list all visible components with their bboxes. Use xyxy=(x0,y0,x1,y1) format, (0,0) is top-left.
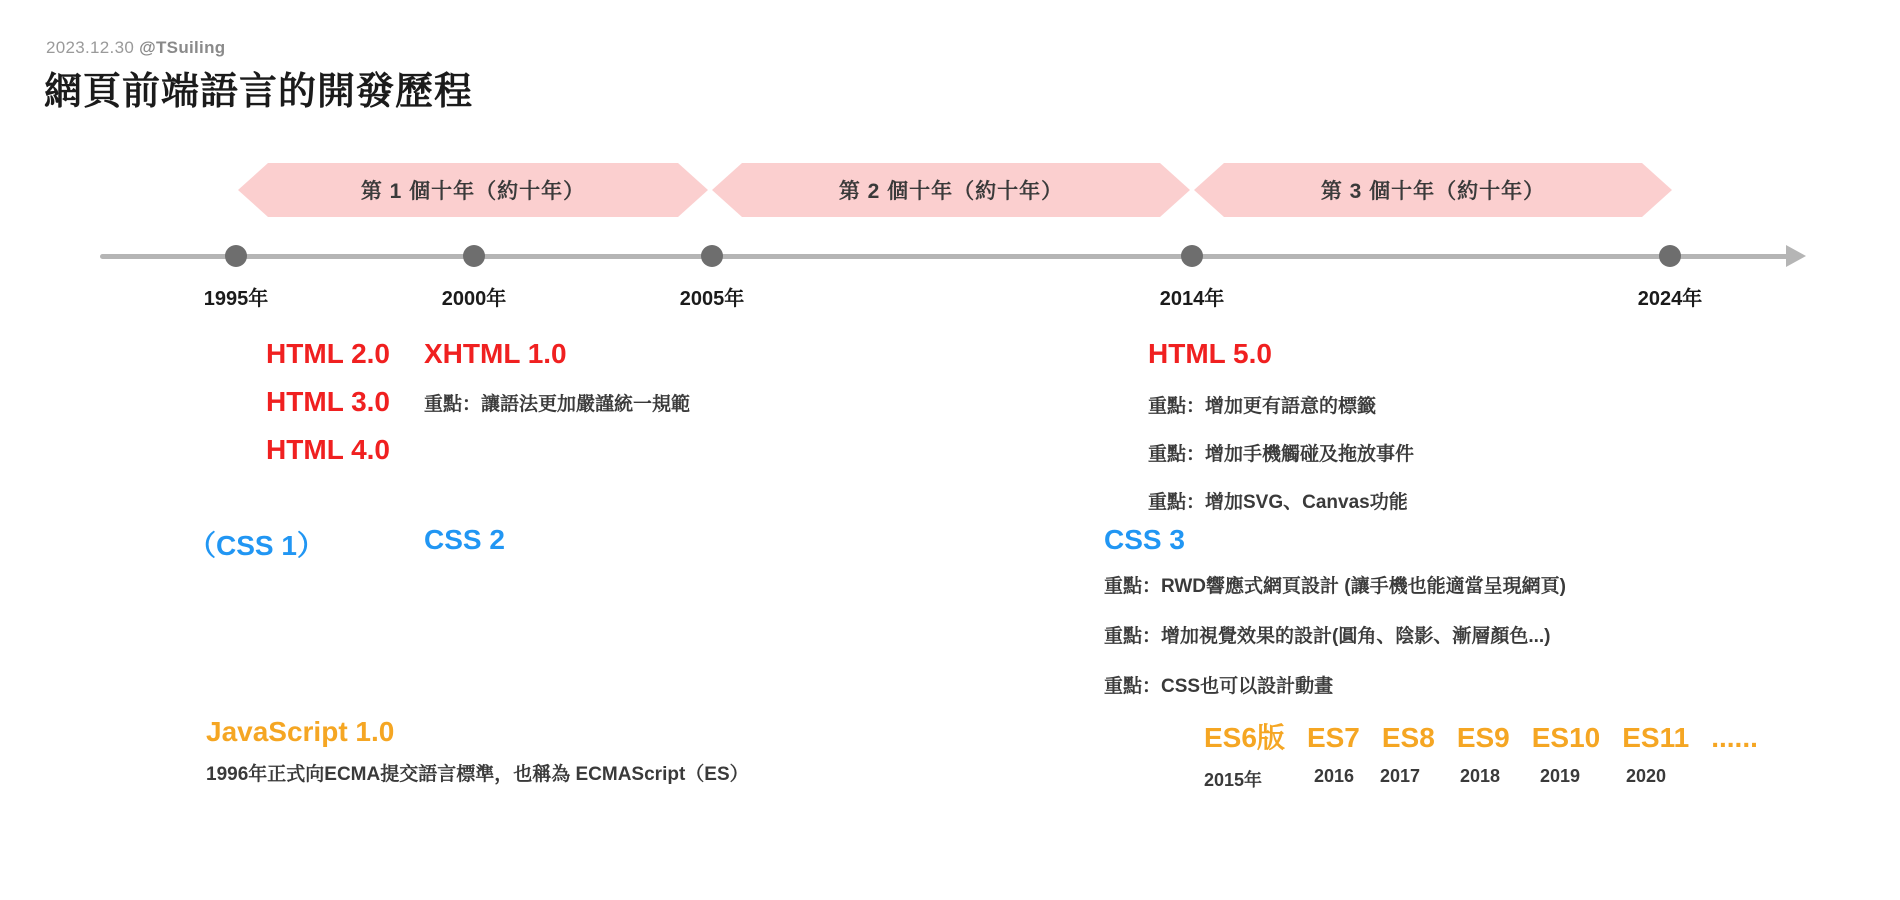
ecmascript-version-row xyxy=(1204,716,1780,756)
es-year-2015: 2015年 xyxy=(1204,770,1263,790)
timeline-label-2000: 2000年 xyxy=(441,288,507,310)
timeline-dot-1995 xyxy=(225,245,247,267)
javascript-note: 1996年正式向ECMA提交語言標準，也稱為 ECMAScript（ES） xyxy=(206,764,749,785)
css3-note-3: 重點：CSS也可以設計動畫 xyxy=(1104,676,1334,697)
javascript-title: JavaScript 1.0 xyxy=(206,716,395,747)
timeline-arrow-head-icon xyxy=(1786,245,1806,267)
es-version-es6: ES6版 xyxy=(1204,722,1285,753)
es-version-es7: ES7 xyxy=(1306,722,1360,753)
xhtml-note: 重點：讓語法更加嚴謹統一規範 xyxy=(424,394,691,415)
timeline-dot-2000 xyxy=(463,245,485,267)
html5-note-1: 重點：增加更有語意的標籤 xyxy=(1148,396,1377,417)
html5-note-3: 重點：增加SVG、Canvas功能 xyxy=(1148,492,1408,513)
html-version-3: HTML 4.0 xyxy=(266,434,390,465)
es-version-more: ...... xyxy=(1711,722,1758,753)
css1-block xyxy=(188,524,325,564)
timeline-label-2014: 2014年 xyxy=(1159,288,1225,310)
es-year-2018: 2018 xyxy=(1460,766,1501,786)
decade-band-3 xyxy=(1194,163,1672,217)
meta-date: 2023.12.30 xyxy=(46,38,135,57)
timeline-label-1995: 1995年 xyxy=(203,288,269,310)
timeline-label-2005: 2005年 xyxy=(679,288,745,310)
xhtml-title: XHTML 1.0 xyxy=(424,338,567,369)
timeline-dot-2005 xyxy=(701,245,723,267)
decade-label-1: 第 1 個十年（約十年） xyxy=(360,180,586,203)
xhtml-block xyxy=(424,330,690,424)
ecmascript-block xyxy=(1204,716,1780,792)
decade-band-1 xyxy=(238,163,708,217)
css2-block xyxy=(424,524,505,556)
css3-block xyxy=(1104,524,1566,706)
page-title: 網頁前端語言的開發歷程 xyxy=(44,71,474,113)
es-version-es11: ES11 xyxy=(1622,722,1690,753)
timeline-dot-2014 xyxy=(1181,245,1203,267)
html-version-2: HTML 3.0 xyxy=(266,386,390,417)
meta-handle: @TSuiling xyxy=(139,38,226,57)
meta-line xyxy=(46,38,225,58)
css3-note-2: 重點：增加視覺效果的設計(圓角、陰影、漸層顏色...) xyxy=(1104,626,1551,647)
css2-title: CSS 2 xyxy=(424,524,505,555)
ecmascript-year-row xyxy=(1204,766,1780,792)
decade-label-3: 第 3 個十年（約十年） xyxy=(1320,180,1546,203)
javascript-block xyxy=(206,716,749,794)
html5-block xyxy=(1148,330,1414,522)
es-year-2019: 2019 xyxy=(1540,766,1581,786)
decade-band-2 xyxy=(712,163,1190,217)
css3-note-1: 重點：RWD響應式網頁設計 (讓手機也能適當呈現網頁) xyxy=(1104,576,1566,597)
timeline-dot-2024 xyxy=(1659,245,1681,267)
css1-title: （CSS 1） xyxy=(188,530,325,561)
html-early-block xyxy=(130,330,390,474)
es-year-2017: 2017 xyxy=(1380,766,1421,786)
es-version-es8: ES8 xyxy=(1381,722,1435,753)
html-version-1: HTML 2.0 xyxy=(266,338,390,369)
es-year-2016: 2016 xyxy=(1314,766,1355,786)
timeline-axis xyxy=(100,254,1790,259)
html5-note-2: 重點：增加手機觸碰及拖放事件 xyxy=(1148,444,1415,465)
html5-title: HTML 5.0 xyxy=(1148,338,1272,369)
css3-title: CSS 3 xyxy=(1104,524,1185,555)
decade-label-2: 第 2 個十年（約十年） xyxy=(838,180,1064,203)
es-version-es9: ES9 xyxy=(1456,722,1510,753)
timeline-label-2024: 2024年 xyxy=(1637,288,1703,310)
es-year-2020: 2020 xyxy=(1626,766,1667,786)
es-version-es10: ES10 xyxy=(1531,722,1601,753)
